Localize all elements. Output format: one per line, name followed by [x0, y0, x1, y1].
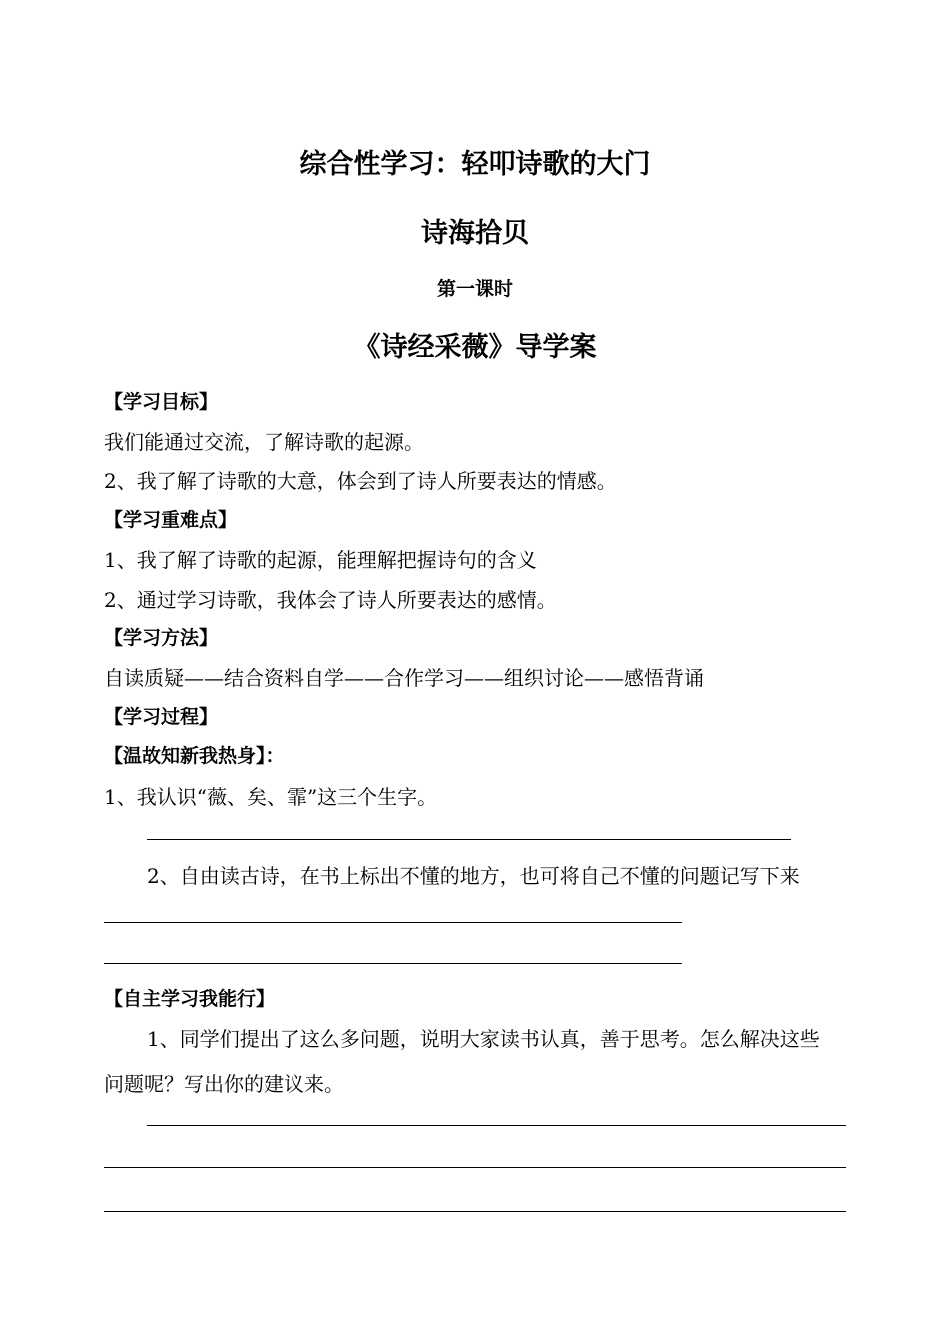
page-subtitle: 诗海拾贝 — [421, 218, 529, 249]
answer-line[interactable] — [104, 963, 682, 964]
warmup-question-2: 2、自由读古诗，在书上标出不懂的地方，也可将自己不懂的问题记写下来 — [147, 864, 800, 888]
answer-line[interactable] — [104, 922, 682, 923]
key-points-heading: 【学习重难点】 — [104, 509, 238, 531]
warmup-heading: 【温故知新我热身】： — [104, 745, 285, 767]
key-point-item: 2、通过学习诗歌，我体会了诗人所要表达的感情。 — [104, 588, 557, 612]
lesson-label: 第一课时 — [436, 278, 513, 300]
warmup-question-1: 1、我认识“薇、矣、霏”这三个生字。 — [104, 785, 438, 809]
objective-item: 我们能通过交流，了解诗歌的起源。 — [104, 430, 424, 454]
key-point-item: 1、我了解了诗歌的起源，能理解把握诗句的含义 — [104, 548, 537, 572]
process-heading: 【学习过程】 — [104, 706, 219, 728]
self-study-question-1: 1、同学们提出了这么多问题，说明大家读书认真，善于思考。怎么解决这些 — [147, 1027, 820, 1051]
objective-item: 2、我了解了诗歌的大意，体会到了诗人所要表达的情感。 — [104, 469, 617, 493]
answer-line[interactable] — [104, 1211, 846, 1212]
methods-heading: 【学习方法】 — [104, 627, 219, 649]
guide-title: 《诗经采薇》导学案 — [353, 332, 597, 363]
methods-text: 自读质疑——结合资料自学——合作学习——组织讨论——感悟背诵 — [104, 666, 704, 690]
self-study-heading: 【自主学习我能行】 — [104, 988, 276, 1010]
self-study-question-1-cont: 问题呢？写出你的建议来。 — [104, 1072, 344, 1096]
objectives-heading: 【学习目标】 — [104, 391, 219, 413]
answer-line[interactable] — [104, 1167, 846, 1168]
page-title: 综合性学习：轻叩诗歌的大门 — [299, 149, 651, 180]
answer-line[interactable] — [147, 839, 791, 840]
answer-line[interactable] — [147, 1125, 846, 1126]
